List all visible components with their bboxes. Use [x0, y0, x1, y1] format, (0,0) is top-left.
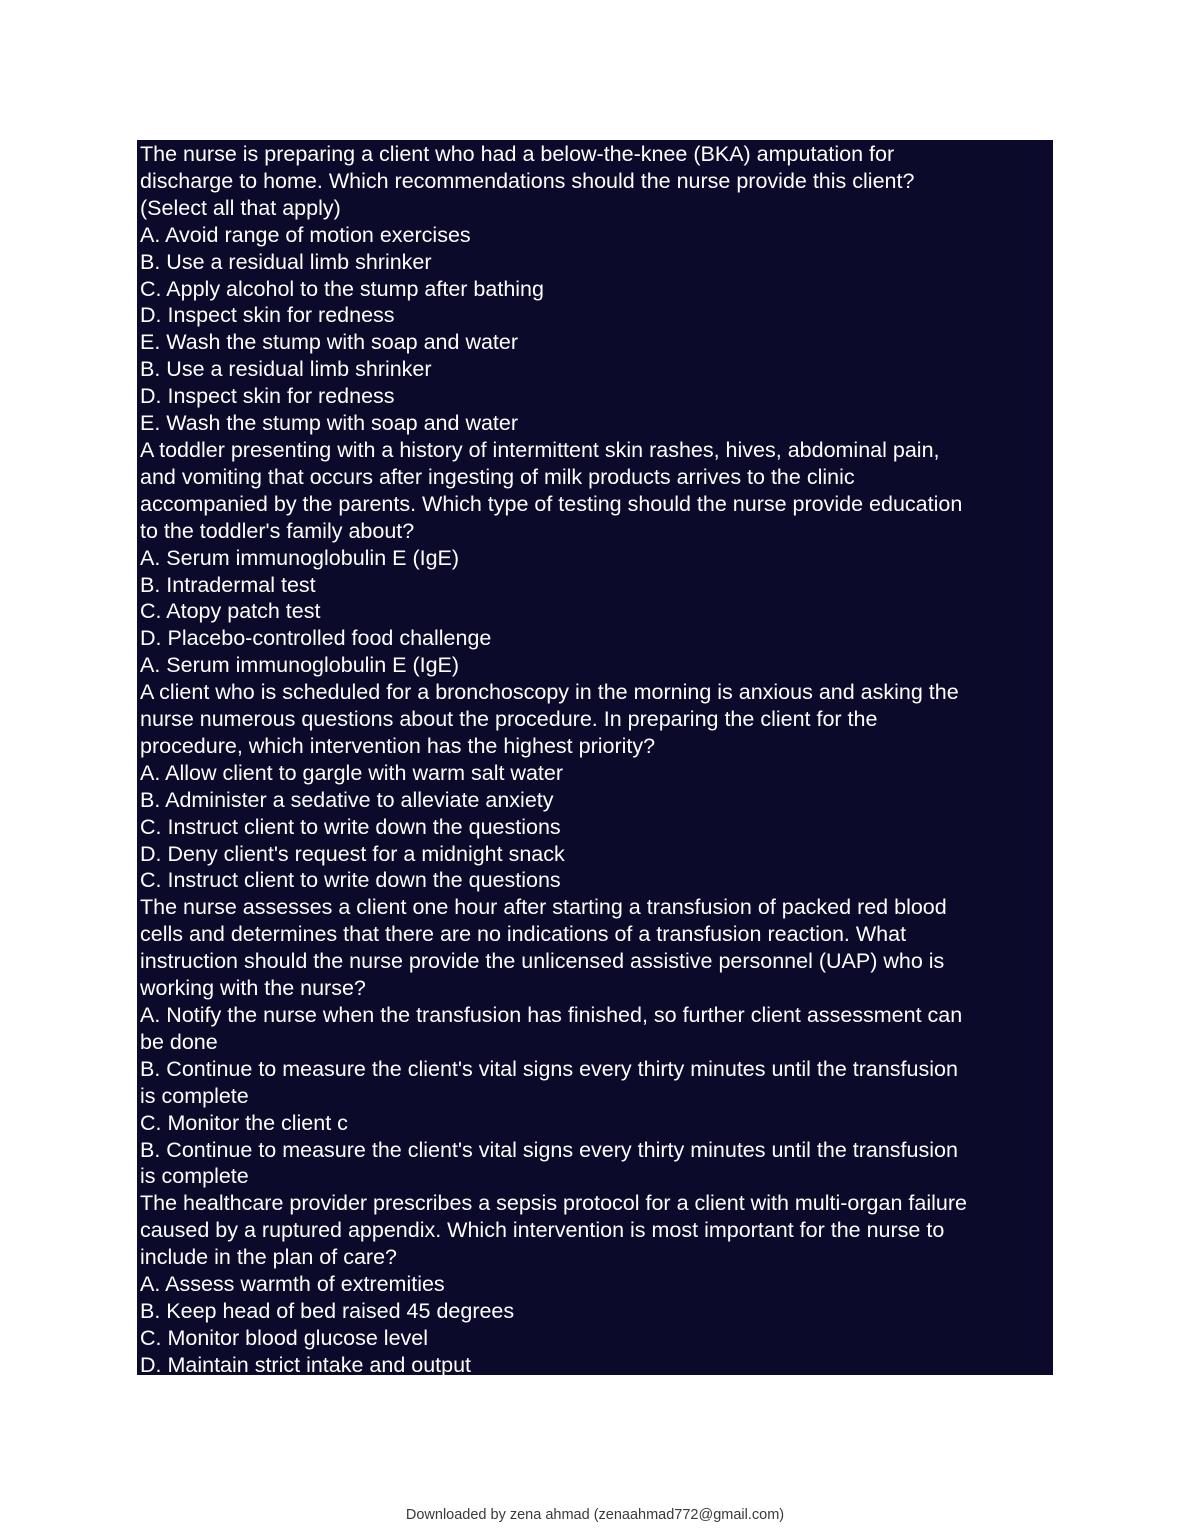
download-footer: Downloaded by zena ahmad (zenaahmad772@gmail.com) — [405, 1507, 785, 1523]
text-line: B. Administer a sedative to alleviate anxiety — [140, 787, 554, 812]
text-line: D. Inspect skin for redness — [140, 384, 395, 409]
text-line: D. Placebo-controlled food challenge — [140, 626, 492, 651]
text-line: discharge to home. Which recommendations should the nurse provide this client? — [140, 168, 915, 193]
text-line: B. Continue to measure the client's vital signs every thirty minutes until the transfusion — [140, 1056, 958, 1081]
text-line: The nurse assesses a client one hour after starting a transfusion of packed red blood — [140, 895, 947, 920]
text-line: (Select all that apply) — [140, 195, 341, 220]
text-line: A. Serum immunoglobulin E (IgE) — [140, 653, 460, 678]
text-line: C. Monitor blood glucose level — [140, 1325, 429, 1350]
text-line: include in the plan of care? — [140, 1245, 397, 1270]
text-line: A toddler presenting with a history of intermittent skin rashes, hives, abdominal pain, — [140, 437, 940, 462]
text-line: accompanied by the parents. Which type of testing should the nurse provide education — [140, 491, 963, 516]
text-line: is complete — [140, 1083, 249, 1108]
text-line: A. Serum immunoglobulin E (IgE) — [140, 545, 460, 570]
text-line: The nurse is preparing a client who had a below-the-knee (BKA) amputation for — [140, 142, 895, 166]
text-line: A. Avoid range of motion exercises — [140, 222, 471, 247]
text-line: D. Deny client's request for a midnight snack — [140, 841, 565, 866]
text-line: C. Instruct client to write down the questions — [140, 868, 561, 893]
text-line: is complete — [140, 1164, 249, 1189]
text-line: B. Use a residual limb shrinker — [140, 357, 432, 382]
text-line: C. Atopy patch test — [140, 599, 321, 624]
text-line: A. Allow client to gargle with warm salt water — [140, 760, 563, 785]
text-line: be done — [140, 1029, 218, 1054]
text-line: cells and determines that there are no indications of a transfusion reaction. What — [140, 922, 907, 947]
text-line: C. Instruct client to write down the questions — [140, 814, 561, 839]
text-line: A client who is scheduled for a bronchoscopy in the morning is anxious and asking the — [140, 680, 959, 705]
text-line: A. Assess warmth of extremities — [140, 1272, 445, 1297]
text-line: E. Wash the stump with soap and water — [140, 330, 519, 355]
text-line: A. Notify the nurse when the transfusion has finished, so further client assessment can — [140, 1003, 963, 1027]
text-line: B. Intradermal test — [140, 572, 316, 597]
text-line: and vomiting that occurs after ingesting of milk products arrives to the clinic — [140, 464, 855, 489]
text-line: B. Continue to measure the client's vital signs every thirty minutes until the transfusion — [140, 1137, 958, 1162]
text-line: D. Inspect skin for redness — [140, 303, 395, 328]
text-line: D. Maintain strict intake and output — [140, 1352, 472, 1377]
text-line: The healthcare provider prescribes a sepsis protocol for a client with multi-organ failure — [140, 1191, 967, 1216]
text-line: to the toddler's family about? — [140, 518, 415, 543]
text-line: E. Wash the stump with soap and water — [140, 411, 519, 436]
text-line: working with the nurse? — [140, 976, 366, 1001]
text-line: instruction should the nurse provide the unlicensed assistive personnel (UAP) who is — [140, 949, 945, 974]
text-line: C. Apply alcohol to the stump after bathing — [140, 276, 544, 301]
text-line: B. Keep head of bed raised 45 degrees — [140, 1298, 515, 1323]
text-line: C. Monitor the client c — [140, 1110, 348, 1135]
question-text-block — [137, 140, 1053, 1375]
text-line: nurse numerous questions about the procedure. In preparing the client for the — [140, 707, 878, 732]
text-line: caused by a ruptured appendix. Which intervention is most important for the nurse to — [140, 1218, 945, 1243]
text-line: B. Use a residual limb shrinker — [140, 249, 432, 274]
text-line: procedure, which intervention has the highest priority? — [140, 733, 656, 758]
